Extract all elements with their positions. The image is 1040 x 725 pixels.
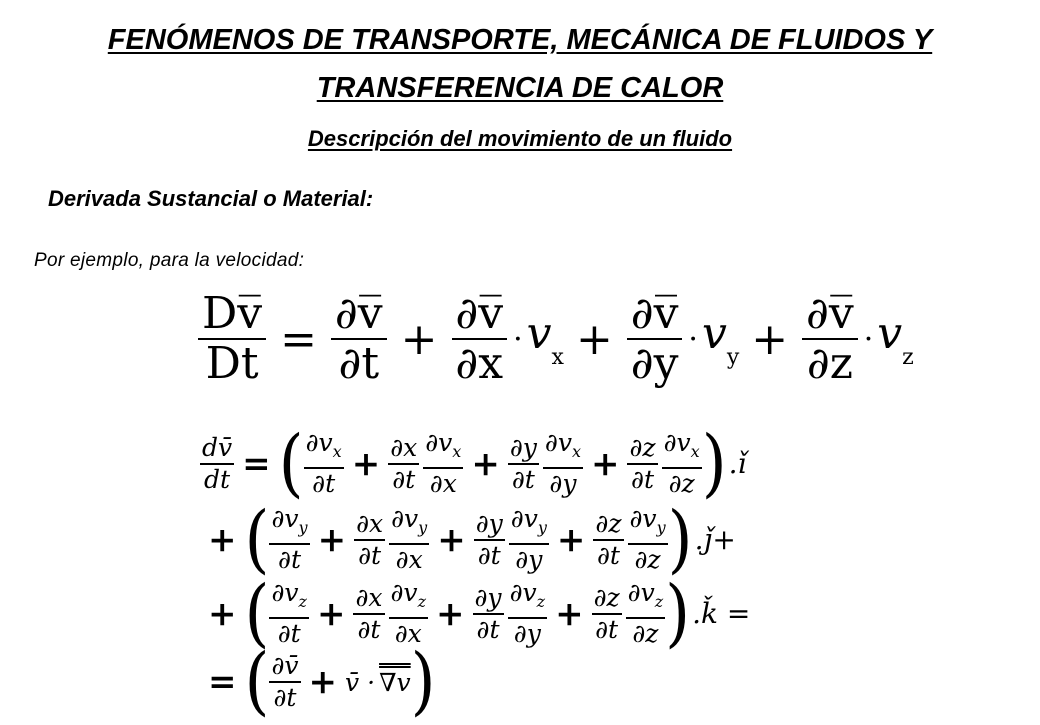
final-time-term: $\frac{\partial v̄}{\partial t}$ — [271, 651, 299, 712]
frac: $\frac{\partial v_z}{\partial t}$ — [271, 578, 307, 648]
velocity-y: $v_y$ — [701, 308, 740, 370]
frac: $\frac{\partial v_y}{\partial z}$ — [629, 504, 666, 574]
total-derivative: $\frac{dv̄}{dt}$ — [202, 432, 233, 494]
z-term: $\frac{\partial v̅}{\partial z}$ — [802, 290, 858, 388]
plus: + — [471, 443, 500, 484]
paren: ( — [244, 496, 270, 583]
equals-sign: = — [280, 313, 318, 365]
plus: + — [208, 593, 237, 634]
time-term: $\frac{\partial v̅}{\partial t}$ — [331, 290, 387, 388]
frac: $\frac{\partial y}{\partial t}$ — [509, 432, 537, 494]
plus: + — [556, 519, 586, 560]
frac: $\frac{\partial v_y}{\partial y}$ — [510, 504, 547, 574]
frac: $\frac{\partial z}{\partial t}$ — [629, 432, 656, 494]
dot-operator: · — [688, 321, 698, 357]
paren: ) — [410, 639, 436, 725]
expansion-row-i — [200, 420, 747, 507]
frac: $\frac{\partial x}{\partial t}$ — [355, 582, 383, 644]
plus: + — [208, 519, 237, 560]
frac: $\frac{\partial v_z}{\partial y}$ — [509, 578, 546, 648]
unit-vector-k: .ǩ = — [692, 597, 751, 630]
plus: + — [317, 519, 347, 560]
frac: $\frac{\partial x}{\partial t}$ — [390, 432, 418, 494]
frac: $\frac{\partial v_z}{\partial x}$ — [390, 578, 426, 648]
frac: $\frac{\partial y}{\partial t}$ — [474, 582, 502, 644]
velocity-gradient-tensor: ∇v — [379, 667, 411, 697]
open-paren: ( — [278, 420, 304, 507]
plus: + — [436, 593, 465, 634]
compact-form-row — [200, 639, 436, 725]
x-term: $\frac{\partial v̅}{\partial x}$ — [452, 290, 508, 388]
velocity-z: $v_z$ — [877, 308, 914, 370]
unit-vector-j: .ǰ+ — [694, 523, 736, 556]
frac: $\frac{\partial v_y}{\partial x}$ — [391, 504, 428, 574]
frac: $\frac{\partial v_x}{\partial z}$ — [663, 428, 700, 498]
frac: $\frac{\partial v_x}{\partial y}$ — [544, 428, 581, 498]
velocity-x: $v_x$ — [526, 308, 564, 370]
frac: $\frac{\partial z}{\partial t}$ — [595, 508, 622, 570]
paren: ( — [244, 570, 270, 657]
equals-sign: = — [208, 662, 237, 702]
section-heading: Derivada Sustancial o Material: — [48, 186, 374, 211]
dot-operator: · — [513, 321, 523, 357]
frac: $\frac{\partial v_z}{\partial z}$ — [627, 578, 664, 648]
title-line-2: TRANSFERENCIA DE CALOR — [316, 72, 724, 104]
lhs-fraction: $\frac{Dv̅}{Dt}$ — [198, 290, 266, 388]
plus-sign: + — [575, 313, 613, 365]
plus: + — [590, 443, 620, 484]
subtitle: Descripción del movimiento de un fluido — [307, 126, 733, 151]
frac: $\frac{\partial z}{\partial t}$ — [593, 582, 620, 644]
plus: + — [316, 593, 346, 634]
plus: + — [308, 662, 338, 702]
paren: ) — [665, 570, 691, 657]
paren: ( — [244, 639, 270, 725]
y-term: $\frac{\partial v̅}{\partial y}$ — [627, 290, 683, 388]
intro-text: Por ejemplo, para la velocidad: — [34, 250, 305, 271]
expansion-row-k — [200, 570, 751, 657]
frac: $\frac{\partial v_y}{\partial t}$ — [271, 504, 308, 574]
unit-vector-i: .ǐ — [728, 447, 747, 480]
paren: ) — [667, 496, 693, 583]
velocity-dot: v̄ · — [345, 667, 376, 697]
expansion-row-j — [200, 496, 736, 583]
plus: + — [437, 519, 466, 560]
plus-sign: + — [400, 313, 438, 365]
title-line-1: FENÓMENOS DE TRANSPORTE, MECÁNICA DE FLUIDOS Y — [107, 24, 933, 56]
frac: $\frac{\partial y}{\partial t}$ — [475, 508, 503, 570]
plus-sign: + — [751, 313, 789, 365]
equals-sign: = — [242, 443, 271, 484]
substantial-derivative-equation — [196, 290, 914, 388]
frac: $\frac{\partial x}{\partial t}$ — [356, 508, 384, 570]
frac: $\frac{\partial v_x}{\partial x}$ — [425, 428, 462, 498]
dot-operator: · — [863, 321, 874, 357]
plus: + — [555, 593, 584, 634]
close-paren: ) — [701, 420, 727, 507]
frac: $\frac{\partial v_x}{\partial t}$ — [305, 428, 342, 498]
plus: + — [351, 443, 381, 484]
